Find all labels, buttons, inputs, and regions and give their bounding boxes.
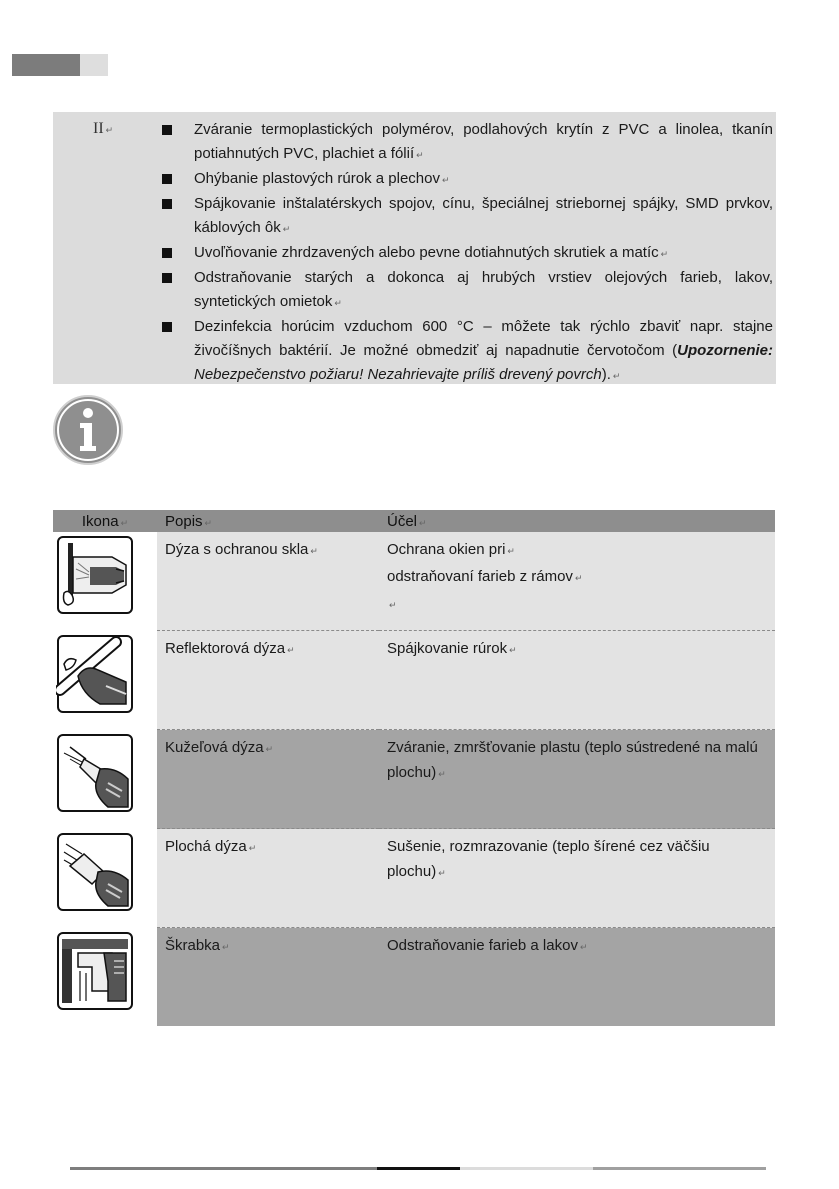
reflector-nozzle-icon	[56, 634, 134, 714]
description-cell: Kužeľová dýza ↵	[157, 730, 379, 829]
list-item: Zváranie termoplastických polymérov, podlahových krytín z PVC a linolea, tkanín potiahnutých PVC, plachiet a fólií ↵	[161, 118, 773, 167]
uses-list	[161, 118, 773, 388]
info-icon	[52, 394, 124, 466]
footer-rule-right	[593, 1167, 766, 1170]
header-tab-light	[80, 54, 108, 76]
footer-rule-mid	[377, 1167, 460, 1170]
table-row	[53, 532, 775, 631]
icon-cell	[53, 829, 157, 928]
bullet-icon	[162, 199, 172, 209]
table-row	[53, 928, 775, 1027]
scraper-icon	[56, 931, 134, 1011]
footer-rule-light	[460, 1167, 593, 1170]
footer-rule-left	[70, 1167, 377, 1170]
warning-note: (Upozornenie: Nebezpečenstvo požiaru! Nezahrievajte príliš drevený povrch).	[194, 342, 774, 383]
list-item: Spájkovanie inštalatérskych spojov, cínu, špeciálnej striebornej spájky, SMD prvkov, káblových ôk ↵	[161, 192, 773, 241]
table-row	[53, 829, 775, 928]
bullet-icon	[162, 248, 172, 258]
table-row	[53, 730, 775, 829]
list-item: Ohýbanie plastových rúrok a plechov ↵	[161, 167, 773, 192]
column-header-description: Popis ↵	[157, 510, 379, 532]
table-row	[53, 631, 775, 730]
bullet-icon	[162, 322, 172, 332]
list-item: Dezinfekcia horúcim vzduchom 600 °C – môžete tak rýchlo zbaviť napr. stajne živočíšnych baktérií. Je možné obmedziť aj napadnutie červotočom (Upozornenie: Nebezpečenstvo požiaru! Nezahrievajte príliš drevený povrch). ↵	[161, 315, 773, 388]
list-item: Uvoľňovanie zhrdzavených alebo pevne dotiahnutých skrutiek a matíc ↵	[161, 241, 773, 266]
purpose-cell: Spájkovanie rúrok ↵	[379, 631, 775, 730]
column-header-icon: Ikona ↵	[53, 510, 157, 532]
purpose-cell: Ochrana okien pri ↵ odstraňovaní farieb z rámov ↵ ↵	[379, 532, 775, 631]
purpose-cell: Sušenie, rozmrazovanie (teplo šírené cez väčšiu plochu) ↵	[379, 829, 775, 928]
header-tab-dark	[12, 54, 80, 76]
cone-nozzle-icon	[56, 733, 134, 813]
uses-section	[53, 112, 776, 384]
description-cell: Reflektorová dýza ↵	[157, 631, 379, 730]
icon-cell	[53, 730, 157, 829]
icon-cell	[53, 532, 157, 631]
bullet-icon	[162, 125, 172, 135]
flat-nozzle-icon	[56, 832, 134, 912]
bullet-icon	[162, 174, 172, 184]
list-item: Odstraňovanie starých a dokonca aj hrubých vrstiev olejových farieb, lakov, syntetických omietok ↵	[161, 266, 773, 315]
purpose-cell: Zváranie, zmršťovanie plastu (teplo sústredené na malú plochu) ↵	[379, 730, 775, 829]
roman-numeral: II ↵	[93, 120, 114, 137]
description-cell: Dýza s ochranou skla ↵	[157, 532, 379, 631]
icon-cell	[53, 928, 157, 1027]
purpose-cell: Odstraňovanie farieb a lakov ↵	[379, 928, 775, 1027]
icon-cell	[53, 631, 157, 730]
column-header-purpose: Účel ↵	[379, 510, 775, 532]
glass-protection-nozzle-icon	[56, 535, 134, 615]
nozzle-table	[53, 510, 775, 1026]
description-cell: Škrabka ↵	[157, 928, 379, 1027]
bullet-icon	[162, 273, 172, 283]
description-cell: Plochá dýza ↵	[157, 829, 379, 928]
table-header	[53, 510, 775, 532]
